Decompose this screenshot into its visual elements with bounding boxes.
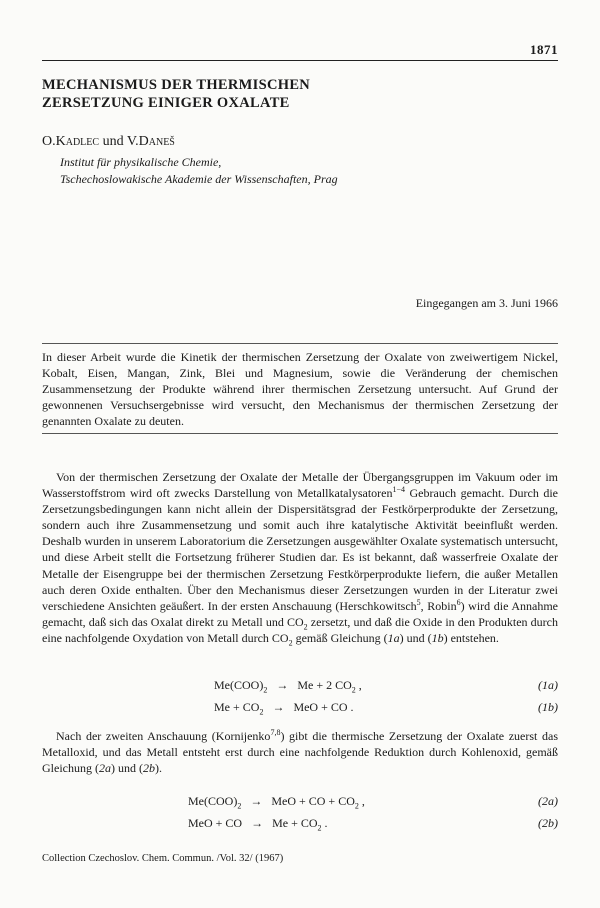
- abstract-rule-bottom: [42, 433, 558, 434]
- body-paragraph-2: Nach der zweiten Anschauung (Kornijenko$^{7,8}$) gibt die thermische Zersetzung der Oxalate zuerst das Metalloxid, und das Metall entsteht erst durch eine nachfolgende Reduktion durch Kohlenoxid, gemäß Gleichung (2a) und (2b).: [42, 728, 558, 776]
- citation: 1−4: [392, 485, 405, 495]
- abstract: In dieser Arbeit wurde die Kinetik der thermischen Zersetzung der Oxalate von zweiwertigem Nickel, Kobalt, Eisen, Mangan, Zink, Blei und Magnesium, sowie die Veränderung der chemischen Zusammensetzung der Produkte während ihrer thermischen Zersetzung untersucht. Auf Grund der gewonnenen Versuchsergebnisse wird versucht, den Mechanismus der thermischen Zersetzung der genannten Oxalate zu deuten.: [42, 350, 558, 429]
- citation: 5: [416, 597, 421, 607]
- article-title: [42, 76, 502, 112]
- equation-1a: $Me(COO)_2$ → Me + 2 $CO_2$ , (1a): [214, 678, 558, 695]
- author-2-name: Daneš: [138, 134, 175, 149]
- equation-label: (1b): [538, 700, 558, 714]
- citation: 7,8: [270, 728, 281, 737]
- equation-ref: 1a: [387, 630, 400, 645]
- title-line-1: MECHANISMUS DER THERMISCHEN: [42, 77, 311, 93]
- equation-label: (1a): [538, 678, 558, 692]
- author-2-initial: V.: [126, 134, 139, 149]
- author-1-name: Kadlec: [55, 134, 100, 149]
- reaction-arrow: →: [272, 700, 285, 714]
- abstract-rule-top: [42, 343, 558, 344]
- equation-ref: 2a: [98, 761, 111, 776]
- affiliation: [60, 154, 338, 188]
- received-date: Eingegangen am 3. Juni 1966: [415, 296, 558, 310]
- reaction-arrow: →: [250, 794, 263, 808]
- journal-footer: Collection Czechoslov. Chem. Commun. /Vol. 32/ (1967): [42, 853, 284, 864]
- page-number: 1871: [530, 42, 558, 57]
- equation-label: (2a): [538, 794, 558, 808]
- affiliation-line-2: Tschechoslowakische Akademie der Wissenschaften, Prag: [60, 172, 338, 186]
- title-line-2: ZERSETZUNG EINIGER OXALATE: [42, 95, 290, 111]
- authors: [42, 134, 175, 150]
- author-1-initial: O.: [42, 134, 56, 149]
- author-conjunction: und: [99, 134, 127, 149]
- citation: 6: [456, 597, 461, 607]
- body-paragraph-1: Von der thermischen Zersetzung der Oxalate der Metalle der Übergangsgruppen im Vakuum oder im Wasserstoffstrom wird oft zwecks Darstellung von Metallkatalysatoren$^{1-4}$ Gebrauch gemacht. Durch die Zersetzungsbedingungen kann nicht allein der Dispersitätsgrad der Festkörperprodukte der Zersetzung, sondern auch ihre Zusammensetzung und somit auch ihre katalytische Aktivität beeinflußt werden. Deshalb wurden in unserem Laboratorium die Zersetzungen ausgewählter Oxalate systematisch untersucht, und diese Arbeit stellt die Fortsetzung früherer Studien dar. Es ist bekannt, daß wasserfreie Oxalate der Metalle der Eisengruppe bei der thermischen Zersetzung Festkörperprodukte liefern, die außer Metallen auch deren Oxide enthalten. Über den Mechanismus dieser Zersetzungen wurden in der Literatur zwei verschiedene Ansichten geäußert. In der ersten Anschauung (Herschkowitsch$^5$, Robin$^6$) wird die Annahme gemacht, daß sich das Oxalat direkt zu Metall und $CO_2$ zersetzt, und daß die Oxide in den Produkten durch eine nachfolgende Oxydation von Metall durch $CO_2$ gemäß Gleichung (1a) und (1b) entstehen.: [42, 470, 558, 648]
- affiliation-line-1: Institut für physikalische Chemie,: [60, 155, 222, 169]
- equation-ref: 1b: [431, 630, 444, 645]
- equation-1b: $Me + CO_2$ → MeO + CO . (1b): [214, 700, 558, 717]
- equation-2b: MeO + CO → $Me + CO_2$ . (2b): [188, 816, 558, 833]
- header-rule: [42, 60, 558, 61]
- equation-label: (2b): [538, 816, 558, 830]
- reaction-arrow: →: [251, 816, 264, 830]
- equation-ref: 2b: [142, 761, 155, 776]
- equation-2a: $Me(COO)_2$ → MeO + CO + $CO_2$ , (2a): [188, 794, 558, 811]
- reaction-arrow: →: [276, 678, 289, 692]
